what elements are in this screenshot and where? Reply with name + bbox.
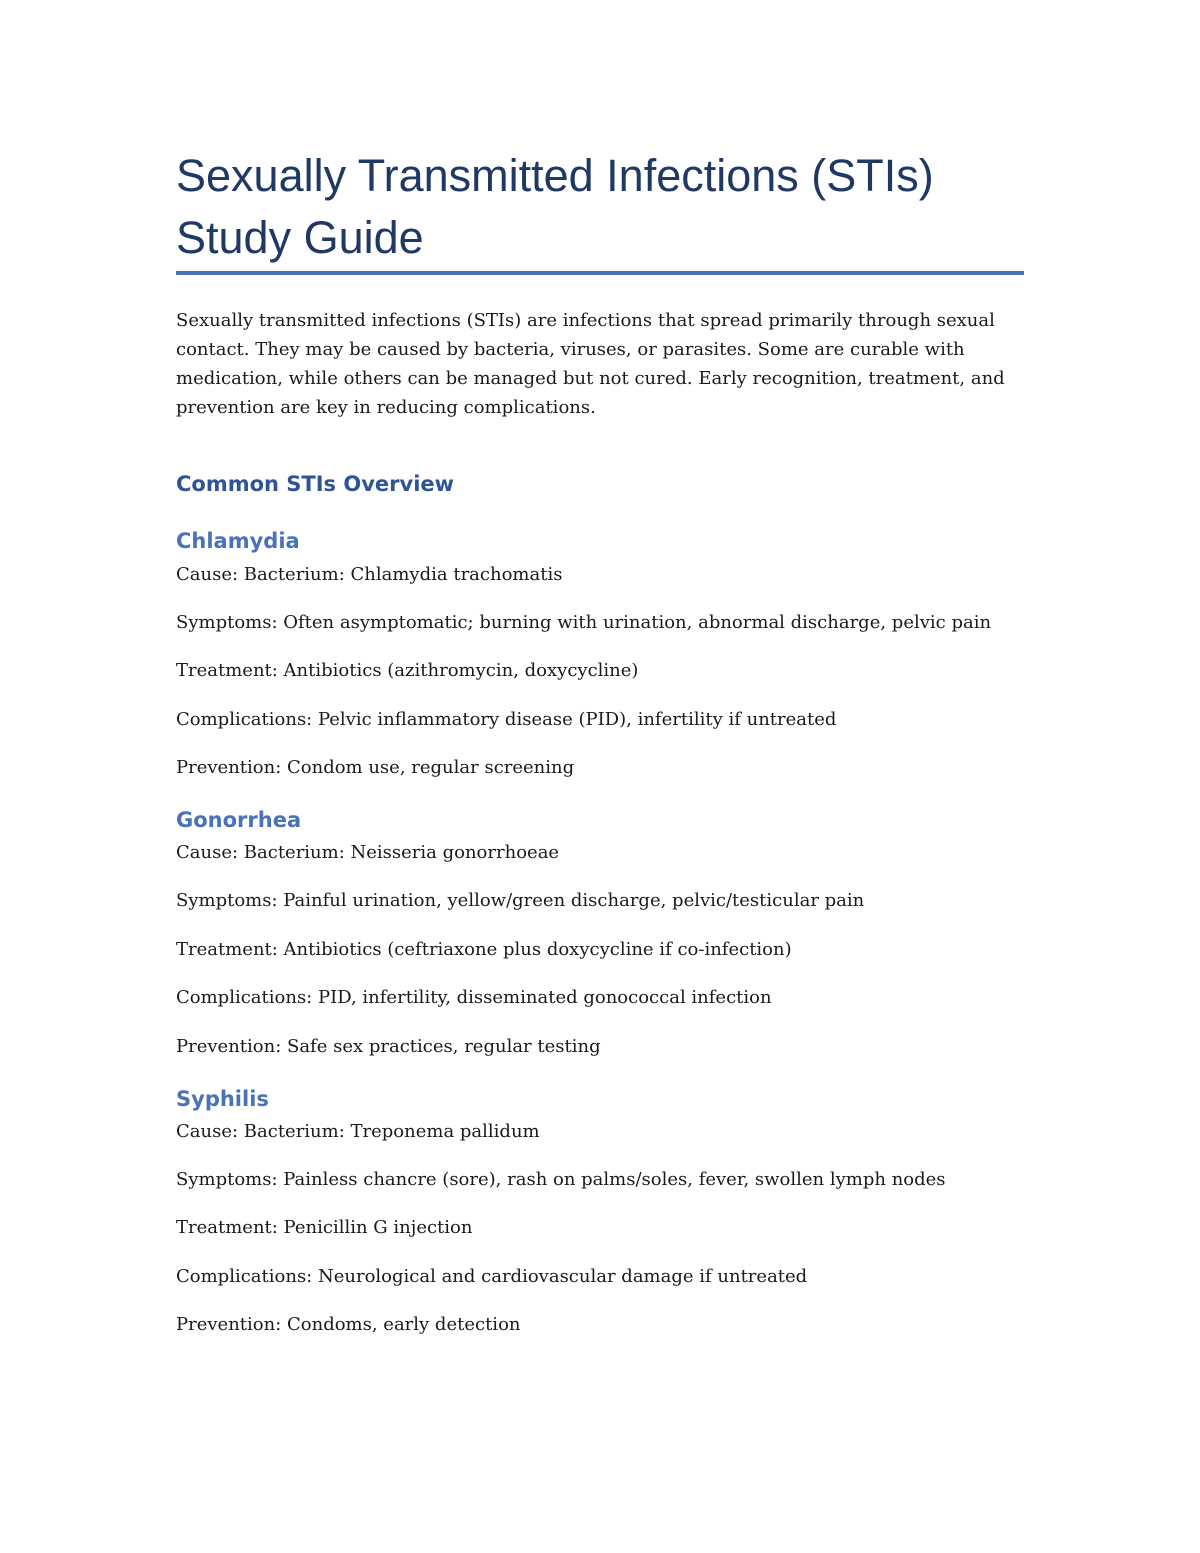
sti-complications: Complications: Pelvic inflammatory disease (PID), infertility if untreated [176,709,837,730]
sti-cause: Cause: Bacterium: Chlamydia trachomatis [176,564,563,585]
sti-complications: Complications: Neurological and cardiovascular damage if untreated [176,1266,808,1287]
intro-line: prevention are key in reducing complications. [176,397,596,418]
title-underline-divider [176,271,1024,275]
sti-prevention: Prevention: Condom use, regular screening [176,757,575,778]
document-title-line-1: Sexually Transmitted Infections (STIs) [176,150,934,201]
sti-treatment: Treatment: Penicillin G injection [176,1217,473,1238]
sti-symptoms: Symptoms: Painless chancre (sore), rash on palms/soles, fever, swollen lymph nodes [176,1169,946,1190]
sti-complications: Complications: PID, infertility, disseminated gonococcal infection [176,987,772,1008]
sti-prevention: Prevention: Condoms, early detection [176,1314,521,1335]
sti-cause: Cause: Bacterium: Treponema pallidum [176,1121,540,1142]
section-heading: Common STIs Overview [176,472,455,496]
sti-treatment: Treatment: Antibiotics (azithromycin, doxycycline) [176,660,639,681]
document-title-line-2: Study Guide [176,212,424,263]
sti-symptoms: Symptoms: Often asymptomatic; burning with urination, abnormal discharge, pelvic pain [176,612,992,633]
sti-treatment: Treatment: Antibiotics (ceftriaxone plus doxycycline if co-infection) [176,939,792,960]
intro-line: contact. They may be caused by bacteria, viruses, or parasites. Some are curable with [176,339,965,360]
sti-heading-chlamydia: Chlamydia [176,529,300,553]
sti-heading-syphilis: Syphilis [176,1087,269,1111]
sti-heading-gonorrhea: Gonorrhea [176,808,302,832]
intro-line: Sexually transmitted infections (STIs) are infections that spread primarily through sexual [176,310,995,331]
sti-cause: Cause: Bacterium: Neisseria gonorrhoeae [176,842,560,863]
sti-symptoms: Symptoms: Painful urination, yellow/green discharge, pelvic/testicular pain [176,890,865,911]
intro-paragraph [176,306,1024,422]
sti-prevention: Prevention: Safe sex practices, regular testing [176,1036,601,1057]
intro-line: medication, while others can be managed but not cured. Early recognition, treatment, and [176,368,1005,389]
